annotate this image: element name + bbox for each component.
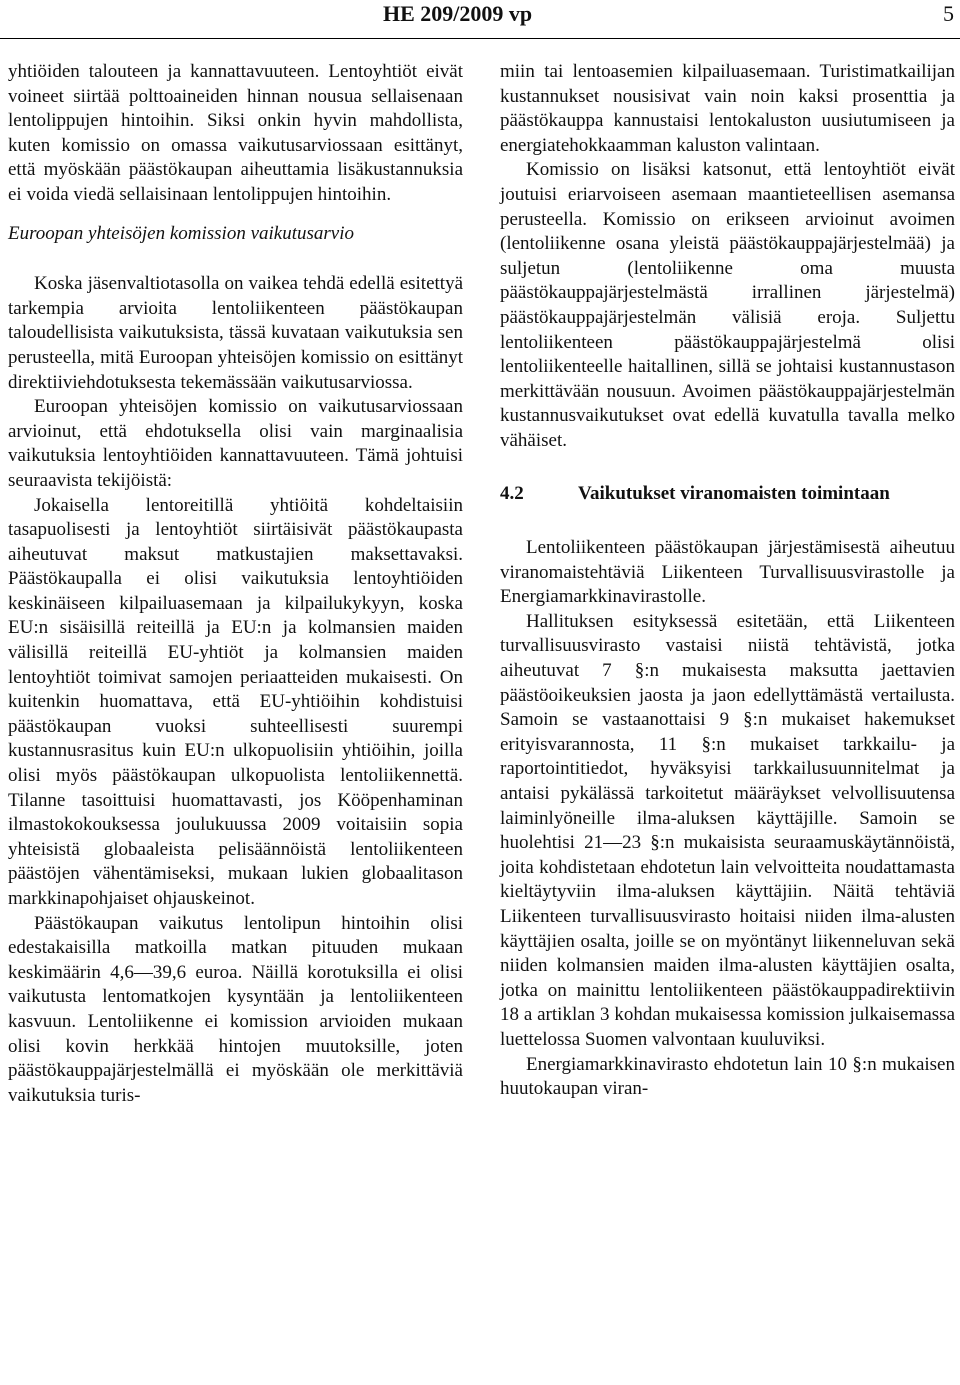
paragraph: Energiamarkkinavirasto ehdotetun lain 10 §:n mukaisen huutokaupan viran- (500, 1053, 955, 1100)
paragraph: miin tai lentoasemien kilpailuasemaan. Turistimatkailijan kustannukset nousisivat vain noin kaksi prosenttia ja päästökauppa kannustaisi lentokaluston uusiutumiseen ja energiatehokkaamman kaluston valintaan. (500, 61, 955, 156)
subheading: Euroopan yhteisöjen komission vaikutusarvio (8, 222, 354, 244)
paragraph: Koska jäsenvaltiotasolla on vaikea tehdä edellä esitettyä tarkempia arvioita lentoliikenteen päästökaupan taloudellisista vaikutuksista, tässä kuvataan vaikutuksia sen perusteella, mitä Euroopan yhteisöjen komissio on esittänyt direktiiviehdotuksesta tekemässään vaikutusarviossa. (8, 273, 463, 393)
page-number: 5 (943, 1, 954, 26)
paragraph: Hallituksen esityksessä esitetään, että Liikenteen turvallisuusvirasto vastaisi niistä tehtävistä, jotka aiheutuvat 7 §:n mukaisesta maksutta jaettavien päästöoikeuksien jaosta ja jaon edellyttämästä vertailusta. Samoin se vastaanottaisi 9 §:n mukaiset hakemukset erityisvarannosta, 11 §:n mukaiset tarkkailu- ja raportointitiedot, hyväksyisi tarkkailusuunnitelmat ja antaisi pykälässä tarkoitetut määräykset velvollisuutensa laiminlyöneille ilma-aluksen käyttäjille. Samoin se huolehtisi 21—23 §:n mukaisista seuraamuskäytännöistä, joita kohdistetaan ehdotetun lain velvoitteita noudattamasta kieltäytyviin ilma-aluksen käyttäjiin. Näitä tehtäviä Liikenteen turvallisuusvirasto hoitaisi niiden ilma-alusten käyttäjien osalta, joille se on myöntänyt liikenneluvan sekä niiden kolmansien maiden ilma-alusten käyttäjien osalta, jotka on mainittu lentoliikenteen päästökauppadirektiivin 18 a artiklan 3 kohdan mukaisessa komission julkaisemassa luettelossa Suomen valvontaan kuuluviksi. (500, 610, 955, 1050)
left-column (8, 60, 463, 1108)
section-heading (500, 482, 955, 507)
document-id: HE 209/2009 vp (383, 1, 533, 26)
paragraph: Euroopan yhteisöjen komissio on vaikutusarviossaan arvioinut, että ehdotuksella olisi vain marginaalisia vaikutuksia lentoyhtiöiden kannattavuuteen. Tämä johtuisi seuraavista tekijöistä: (8, 396, 463, 491)
section-title: Vaikutukset viranomaisten toimintaan (578, 482, 890, 504)
paragraph: Komissio on lisäksi katsonut, että lentoyhtiöt eivät joutuisi eriarvoiseen asemaan maantieteellisen asemansa perusteella. Komissio on erikseen arvioinut avoimen (lentoliikenne osana yleistä päästökauppajärjestelmää) ja suljetun (lentoliikenne oma muusta päästökauppajärjestelmästä irrallinen järjestelmä) päästökauppajärjestelmän välisiä eroja. Suljettu lentoliikenteen päästökauppajärjestelmä olisi lentoliikenteelle haitallinen, sillä se johtaisi kustannustason merkittävään nousuun. Avoimen päästökauppajärjestelmän kustannusvaikutukset ovat edellä kuvatulla tavalla melko vähäiset. (500, 159, 955, 451)
paragraph: yhtiöiden talouteen ja kannattavuuteen. Lentoyhtiöt eivät voineet siirtää polttoaineiden hinnan nousua sellaisenaan lentolippujen hintoihin. Siksi onkin hyvin mahdollista, kuten komissio on omassa vaikutusarviossaan esittänyt, että myöskään päästökaupan aiheuttamia lisäkustannuksia ei voida viedä sellaisinaan lentolippujen hintoihin. (8, 61, 463, 205)
paragraph: Jokaisella lentoreitillä yhtiöitä kohdeltaisiin tasapuolisesti ja lentoyhtiöt siirtäisivät päästökaupasta aiheutuvat maksut matkustajien maksettavaksi. Päästökaupalla ei olisi vaikutuksia lentoyhtiöiden keskinäiseen kilpailuasemaan ja kilpailukykyyn, koska EU:n sisäisillä reiteillä ja EU:n ja kolmansien maiden välisillä reiteillä EU-yhtiöt ja kolmansien maiden lentoyhtiöt toimivat samojen periaatteiden mukaisesti. On kuitenkin huomattava, että EU-yhtiöihin kohdistuisi päästökaupan vuoksi suhteellisesti suurempi kustannusrasitus kuin EU:n ulkopuolisiin yhtiöihin, joilla olisi myös päästökaupan ulkopuolista lentoliikennettä. Tilanne tasoittuisi huomattavasti, jos Kööpenhaminan ilmastokokouksessa joulukuussa 2009 voitaisiin sopia yhteisistä globaaleista pelisäännöistä lentoliikenteen päästöjen vähentämiseksi, mukaan lukien globaalitason markkinapohjaiset ohjauskeinot. (8, 494, 463, 909)
paragraph: Päästökaupan vaikutus lentolipun hintoihin olisi edestakaisilla matkoilla matkan pituuden mukaan keskimäärin 4,6—39,6 euroa. Näillä korotuksilla ei olisi vaikutusta lentomatkojen kysyntään ja lentoliikenteen kasvuun. Lentoliikenne ei komission arvioiden mukaan olisi kovin herkkää hintojen muutoksille, joten päästökauppajärjestelmällä ei myöskään ole merkittäviä vaikutuksia turis- (8, 912, 463, 1106)
header-rule (0, 38, 960, 39)
section-number: 4.2 (500, 482, 524, 504)
right-column (500, 60, 955, 1102)
page-header (0, 0, 960, 30)
paragraph: Lentoliikenteen päästökaupan järjestämisestä aiheutuu viranomaistehtäviä Liikenteen Turvallisuusvirastolle ja Energiamarkkinavirastolle. (500, 537, 955, 608)
